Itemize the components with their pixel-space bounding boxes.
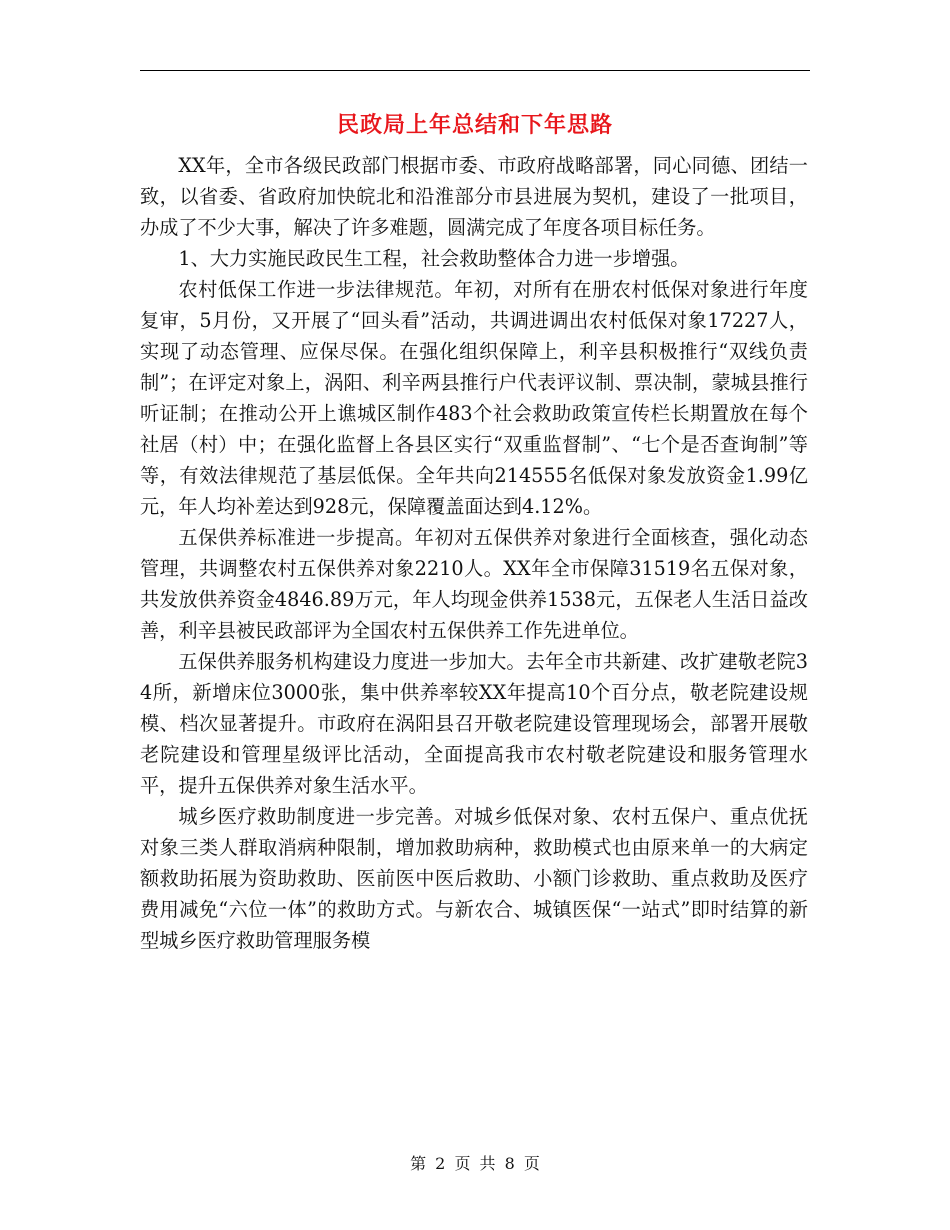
paragraph-section-1-heading: 1、大力实施民政民生工程，社会救助整体合力进一步增强。 [178,247,690,270]
paragraph-five-guarantees-standard: 五保供养标准进一步提高。年初对五保供养对象进行全面核查，强化动态管理，共调整农村五保供养对象2210人。XX年全市保障31519名五保对象，共发放供养资金4846.89万元，年人均现金供养1538元，五保老人生活日益改善，利辛县被民政部评为全国农村五保供养工作先进单位。 [140,526,809,642]
paragraph-medical-assistance: 城乡医疗救助制度进一步完善。对城乡低保对象、农村五保户、重点优抚对象三类人群取消病种限制，增加救助病种，救助模式也由原来单一的大病定额救助拓展为资助救助、医前医中医后救助、小额门诊救助、重点救助及医疗费用减免“六位一体”的救助方式。与新农合、城镇医保“一站式”即时结算的新型城乡医疗救助管理服务模 [140,805,808,952]
header-rule [140,70,810,71]
document-title: 民政局上年总结和下年思路 [336,112,613,138]
paragraph-nursing-home-construction: 五保供养服务机构建设力度进一步加大。去年全市共新建、改扩建敬老院34所，新增床位3000张，集中供养率较XX年提高10个百分点，敬老院建设规模、档次显著提升。市政府在涡阳县召开敬老院建设管理现场会，部署开展敬老院建设和管理星级评比活动，全面提高我市农村敬老院建设和服务管理水平，提升五保供养对象生活水平。 [140,650,808,797]
paragraph-intro: XX年，全市各级民政部门根据市委、市政府战略部署，同心同德、团结一致，以省委、省政府加快皖北和沿淮部分市县进展为契机，建设了一批项目，办成了不少大事，解决了许多难题，圆满完成了年度各项目标任务。 [140,154,808,239]
page-number-footer: 第 2 页 共 8 页 [410,1154,540,1173]
document-body [140,150,808,956]
paragraph-rural-subsistence: 农村低保工作进一步法律规范。年初，对所有在册农村低保对象进行年度复审，5月份，又开展了“回头看”活动，共调进调出农村低保对象17227人，实现了动态管理、应保尽保。在强化组织保障上，利辛县积极推行“双线负责制”；在评定对象上，涡阳、利辛两县推行户代表评议制、票决制，蒙城县推行听证制；在推动公开上谯城区制作483个社会救助政策宣传栏长期置放在每个社居（村）中；在强化监督上各县区实行“双重监督制”、“七个是否查询制”等等，有效法律规范了基层低保。全年共向214555名低保对象发放资金1.99亿元，年人均补差达到928元，保障覆盖面达到4.12%。 [140,278,808,518]
